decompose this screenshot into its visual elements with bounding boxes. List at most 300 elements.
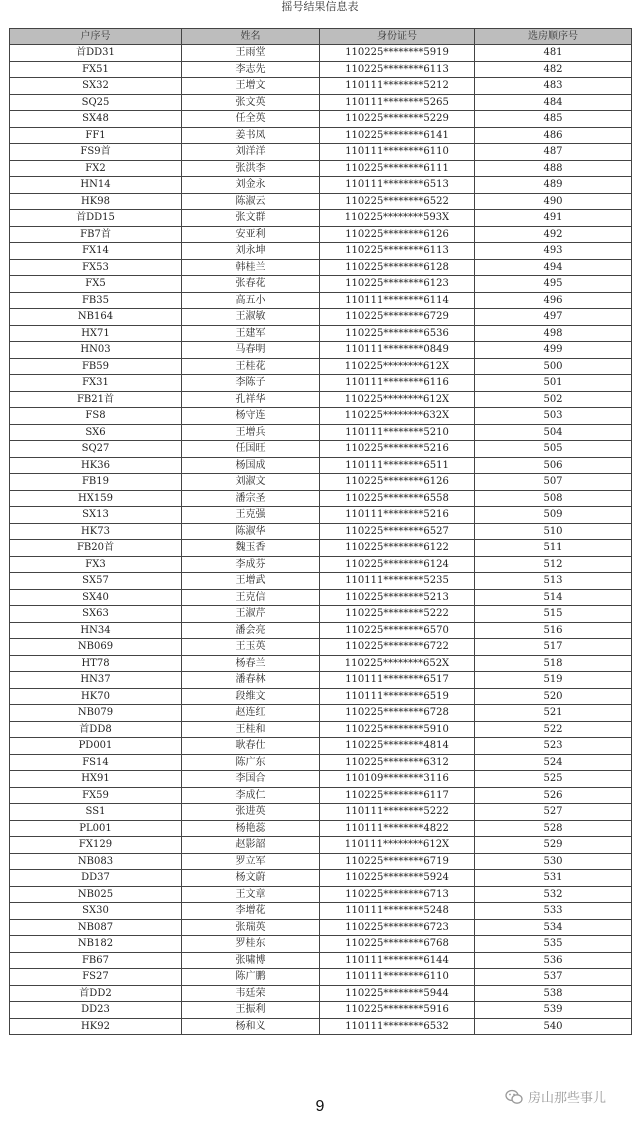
watermark [505, 1087, 606, 1106]
cell-household-number: FX53 [10, 259, 182, 276]
cell-selection-order: 517 [475, 639, 632, 656]
table-row [10, 705, 632, 722]
cell-id-number: 110225********6117 [320, 787, 475, 804]
table-row [10, 61, 632, 78]
cell-household-number: 首DD2 [10, 985, 182, 1002]
cell-selection-order: 540 [475, 1018, 632, 1035]
table-row [10, 556, 632, 573]
page-number: 9 [315, 1098, 325, 1115]
cell-id-number: 110225********5924 [320, 870, 475, 887]
cell-selection-order: 491 [475, 210, 632, 227]
cell-selection-order: 528 [475, 820, 632, 837]
cell-id-number: 110225********6728 [320, 705, 475, 722]
cell-household-number: HN03 [10, 342, 182, 359]
cell-name: 张啸博 [182, 952, 320, 969]
cell-name: 潘春林 [182, 672, 320, 689]
cell-household-number: NB083 [10, 853, 182, 870]
cell-name: 魏玉香 [182, 540, 320, 557]
cell-id-number: 110225********6113 [320, 243, 475, 260]
cell-selection-order: 532 [475, 886, 632, 903]
cell-name: 张文英 [182, 94, 320, 111]
table-row [10, 672, 632, 689]
cell-id-number: 110225********6126 [320, 226, 475, 243]
table-row [10, 688, 632, 705]
cell-name: 王文章 [182, 886, 320, 903]
cell-name: 耿春仕 [182, 738, 320, 755]
cell-name: 杨艳蕊 [182, 820, 320, 837]
table-row [10, 903, 632, 920]
cell-household-number: HK73 [10, 523, 182, 540]
cell-selection-order: 537 [475, 969, 632, 986]
table-row [10, 127, 632, 144]
cell-id-number: 110111********0849 [320, 342, 475, 359]
cell-household-number: FX59 [10, 787, 182, 804]
cell-id-number: 110225********612X [320, 391, 475, 408]
cell-household-number: FS8 [10, 408, 182, 425]
cell-id-number: 110225********6729 [320, 309, 475, 326]
table-row [10, 622, 632, 639]
table-row [10, 408, 632, 425]
cell-id-number: 110225********6527 [320, 523, 475, 540]
cell-name: 杨国成 [182, 457, 320, 474]
cell-name: 李志先 [182, 61, 320, 78]
cell-name: 高五小 [182, 292, 320, 309]
cell-id-number: 110111********5222 [320, 804, 475, 821]
cell-household-number: HK70 [10, 688, 182, 705]
cell-id-number: 110111********6513 [320, 177, 475, 194]
cell-household-number: FX31 [10, 375, 182, 392]
cell-selection-order: 482 [475, 61, 632, 78]
cell-household-number: NB087 [10, 919, 182, 936]
header-household-number: 户序号 [10, 29, 182, 45]
cell-household-number: PL001 [10, 820, 182, 837]
table-row [10, 45, 632, 62]
cell-name: 刘淑文 [182, 474, 320, 491]
cell-household-number: FF1 [10, 127, 182, 144]
cell-name: 王振利 [182, 1002, 320, 1019]
table-row [10, 111, 632, 128]
cell-household-number: PD001 [10, 738, 182, 755]
cell-selection-order: 498 [475, 325, 632, 342]
cell-name: 罗立军 [182, 853, 320, 870]
cell-household-number: NB025 [10, 886, 182, 903]
cell-household-number: FX2 [10, 160, 182, 177]
cell-id-number: 110225********5919 [320, 45, 475, 62]
table-row [10, 391, 632, 408]
header-name: 姓名 [182, 29, 320, 45]
cell-name: 李陈子 [182, 375, 320, 392]
cell-selection-order: 486 [475, 127, 632, 144]
cell-id-number: 110111********6110 [320, 144, 475, 161]
cell-name: 赵连红 [182, 705, 320, 722]
cell-id-number: 110225********6536 [320, 325, 475, 342]
cell-name: 陈广鹏 [182, 969, 320, 986]
table-row [10, 474, 632, 491]
cell-selection-order: 527 [475, 804, 632, 821]
cell-id-number: 110111********6116 [320, 375, 475, 392]
table-row [10, 738, 632, 755]
cell-selection-order: 535 [475, 936, 632, 953]
cell-id-number: 110225********6126 [320, 474, 475, 491]
cell-selection-order: 490 [475, 193, 632, 210]
cell-name: 安亚利 [182, 226, 320, 243]
cell-name: 韦廷荣 [182, 985, 320, 1002]
cell-id-number: 110111********5248 [320, 903, 475, 920]
cell-household-number: SQ25 [10, 94, 182, 111]
cell-selection-order: 489 [475, 177, 632, 194]
cell-selection-order: 513 [475, 573, 632, 590]
table-row [10, 490, 632, 507]
cell-household-number: FX51 [10, 61, 182, 78]
cell-selection-order: 530 [475, 853, 632, 870]
cell-name: 杨守连 [182, 408, 320, 425]
cell-household-number: HX91 [10, 771, 182, 788]
cell-household-number: NB069 [10, 639, 182, 656]
cell-selection-order: 522 [475, 721, 632, 738]
cell-id-number: 110225********6570 [320, 622, 475, 639]
cell-name: 李增花 [182, 903, 320, 920]
header-id-number: 身份证号 [320, 29, 475, 45]
cell-selection-order: 524 [475, 754, 632, 771]
cell-name: 王增武 [182, 573, 320, 590]
cell-name: 任全英 [182, 111, 320, 128]
cell-name: 杨和义 [182, 1018, 320, 1035]
cell-household-number: FX5 [10, 276, 182, 293]
cell-household-number: FS14 [10, 754, 182, 771]
table-row [10, 94, 632, 111]
table-row [10, 936, 632, 953]
cell-name: 张洪李 [182, 160, 320, 177]
cell-id-number: 110225********6113 [320, 61, 475, 78]
table-row [10, 210, 632, 227]
cell-id-number: 110225********6128 [320, 259, 475, 276]
cell-household-number: SX32 [10, 78, 182, 95]
table-row [10, 721, 632, 738]
table-row [10, 952, 632, 969]
cell-household-number: NB079 [10, 705, 182, 722]
cell-selection-order: 538 [475, 985, 632, 1002]
cell-selection-order: 502 [475, 391, 632, 408]
table-row [10, 441, 632, 458]
cell-name: 王桂花 [182, 358, 320, 375]
table-row [10, 589, 632, 606]
table-row [10, 573, 632, 590]
cell-name: 王淑敏 [182, 309, 320, 326]
cell-name: 赵影韶 [182, 837, 320, 854]
cell-selection-order: 521 [475, 705, 632, 722]
cell-household-number: FB19 [10, 474, 182, 491]
cell-selection-order: 499 [475, 342, 632, 359]
cell-household-number: 首DD8 [10, 721, 182, 738]
cell-household-number: FS9首 [10, 144, 182, 161]
cell-name: 姜书凤 [182, 127, 320, 144]
cell-selection-order: 534 [475, 919, 632, 936]
cell-name: 张文群 [182, 210, 320, 227]
table-body [10, 45, 632, 1035]
table-row [10, 639, 632, 656]
cell-household-number: 首DD31 [10, 45, 182, 62]
cell-id-number: 110225********612X [320, 358, 475, 375]
cell-id-number: 110225********6111 [320, 160, 475, 177]
cell-id-number: 110225********6558 [320, 490, 475, 507]
cell-household-number: NB182 [10, 936, 182, 953]
cell-id-number: 110225********6722 [320, 639, 475, 656]
cell-household-number: FX129 [10, 837, 182, 854]
cell-id-number: 110225********6723 [320, 919, 475, 936]
table-row [10, 837, 632, 854]
cell-id-number: 110225********6522 [320, 193, 475, 210]
cell-household-number: HN34 [10, 622, 182, 639]
header-selection-order: 选房顺序号 [475, 29, 632, 45]
cell-name: 潘宗圣 [182, 490, 320, 507]
cell-id-number: 110111********6519 [320, 688, 475, 705]
table-row [10, 193, 632, 210]
cell-household-number: FX14 [10, 243, 182, 260]
cell-household-number: HK98 [10, 193, 182, 210]
cell-name: 刘金永 [182, 177, 320, 194]
wechat-logo-icon [505, 1089, 523, 1105]
table-row [10, 507, 632, 524]
table-row [10, 523, 632, 540]
cell-household-number: SX63 [10, 606, 182, 623]
cell-name: 李成芬 [182, 556, 320, 573]
cell-selection-order: 511 [475, 540, 632, 557]
cell-household-number: SQ27 [10, 441, 182, 458]
cell-name: 杨春兰 [182, 655, 320, 672]
table-row [10, 655, 632, 672]
cell-household-number: SX57 [10, 573, 182, 590]
cell-id-number: 110111********6114 [320, 292, 475, 309]
cell-id-number: 110111********612X [320, 837, 475, 854]
cell-selection-order: 533 [475, 903, 632, 920]
cell-id-number: 110225********5213 [320, 589, 475, 606]
cell-selection-order: 493 [475, 243, 632, 260]
cell-selection-order: 539 [475, 1002, 632, 1019]
cell-id-number: 110225********632X [320, 408, 475, 425]
cell-id-number: 110111********6532 [320, 1018, 475, 1035]
table-row [10, 78, 632, 95]
cell-id-number: 110111********6110 [320, 969, 475, 986]
cell-name: 王桂和 [182, 721, 320, 738]
table-row [10, 754, 632, 771]
cell-selection-order: 531 [475, 870, 632, 887]
cell-selection-order: 508 [475, 490, 632, 507]
table-row [10, 325, 632, 342]
table-row [10, 1002, 632, 1019]
cell-selection-order: 515 [475, 606, 632, 623]
cell-household-number: SX13 [10, 507, 182, 524]
table-row [10, 160, 632, 177]
cell-name: 陈广东 [182, 754, 320, 771]
cell-id-number: 110225********6312 [320, 754, 475, 771]
table-header-row [10, 29, 632, 45]
cell-selection-order: 488 [475, 160, 632, 177]
cell-name: 陈淑华 [182, 523, 320, 540]
cell-selection-order: 525 [475, 771, 632, 788]
cell-household-number: FS27 [10, 969, 182, 986]
table-row [10, 259, 632, 276]
cell-household-number: DD37 [10, 870, 182, 887]
table-row [10, 820, 632, 837]
table-row [10, 919, 632, 936]
cell-id-number: 110225********6123 [320, 276, 475, 293]
table-row [10, 177, 632, 194]
cell-id-number: 110111********5216 [320, 507, 475, 524]
cell-household-number: SX6 [10, 424, 182, 441]
cell-name: 陈淑云 [182, 193, 320, 210]
cell-id-number: 110111********6517 [320, 672, 475, 689]
cell-household-number: FB20首 [10, 540, 182, 557]
cell-selection-order: 492 [475, 226, 632, 243]
table-row [10, 606, 632, 623]
cell-name: 段维文 [182, 688, 320, 705]
cell-selection-order: 512 [475, 556, 632, 573]
cell-name: 潘会亮 [182, 622, 320, 639]
cell-household-number: FB21首 [10, 391, 182, 408]
cell-selection-order: 507 [475, 474, 632, 491]
cell-id-number: 110225********652X [320, 655, 475, 672]
cell-selection-order: 496 [475, 292, 632, 309]
table-row [10, 276, 632, 293]
cell-id-number: 110111********6511 [320, 457, 475, 474]
cell-selection-order: 505 [475, 441, 632, 458]
cell-id-number: 110225********5910 [320, 721, 475, 738]
table-row [10, 375, 632, 392]
cell-name: 任国旺 [182, 441, 320, 458]
table-row [10, 243, 632, 260]
cell-id-number: 110111********5265 [320, 94, 475, 111]
cell-household-number: FB35 [10, 292, 182, 309]
cell-household-number: FB59 [10, 358, 182, 375]
cell-name: 王克信 [182, 589, 320, 606]
cell-name: 王玉英 [182, 639, 320, 656]
cell-selection-order: 504 [475, 424, 632, 441]
cell-id-number: 110225********593X [320, 210, 475, 227]
cell-id-number: 110225********6768 [320, 936, 475, 953]
cell-selection-order: 497 [475, 309, 632, 326]
cell-selection-order: 526 [475, 787, 632, 804]
cell-name: 王雨堂 [182, 45, 320, 62]
cell-household-number: HN14 [10, 177, 182, 194]
cell-name: 王淑芹 [182, 606, 320, 623]
table-row [10, 969, 632, 986]
cell-household-number: HT78 [10, 655, 182, 672]
table-row [10, 804, 632, 821]
table-row [10, 424, 632, 441]
cell-name: 李国合 [182, 771, 320, 788]
cell-id-number: 110111********5212 [320, 78, 475, 95]
lottery-results-table [9, 28, 631, 1035]
cell-selection-order: 487 [475, 144, 632, 161]
cell-id-number: 110225********5229 [320, 111, 475, 128]
cell-household-number: FB7首 [10, 226, 182, 243]
cell-selection-order: 483 [475, 78, 632, 95]
cell-id-number: 110225********6141 [320, 127, 475, 144]
cell-name: 张瑞英 [182, 919, 320, 936]
table-row [10, 985, 632, 1002]
table-row [10, 358, 632, 375]
cell-household-number: FB67 [10, 952, 182, 969]
cell-name: 王建军 [182, 325, 320, 342]
cell-household-number: FX3 [10, 556, 182, 573]
cell-selection-order: 494 [475, 259, 632, 276]
cell-household-number: 首DD15 [10, 210, 182, 227]
cell-selection-order: 509 [475, 507, 632, 524]
cell-name: 李成仁 [182, 787, 320, 804]
table-row [10, 144, 632, 161]
cell-id-number: 110109********3116 [320, 771, 475, 788]
cell-id-number: 110225********6124 [320, 556, 475, 573]
cell-id-number: 110225********6122 [320, 540, 475, 557]
cell-household-number: DD23 [10, 1002, 182, 1019]
cell-selection-order: 501 [475, 375, 632, 392]
cell-id-number: 110225********5944 [320, 985, 475, 1002]
cell-name: 孔祥华 [182, 391, 320, 408]
cell-selection-order: 518 [475, 655, 632, 672]
table-row [10, 886, 632, 903]
cell-selection-order: 516 [475, 622, 632, 639]
cell-household-number: HK92 [10, 1018, 182, 1035]
cell-name: 张春花 [182, 276, 320, 293]
cell-household-number: HX71 [10, 325, 182, 342]
cell-selection-order: 536 [475, 952, 632, 969]
table-row [10, 342, 632, 359]
cell-household-number: SX48 [10, 111, 182, 128]
table-row [10, 457, 632, 474]
cell-selection-order: 503 [475, 408, 632, 425]
cell-household-number: SX40 [10, 589, 182, 606]
cell-household-number: SX30 [10, 903, 182, 920]
cell-selection-order: 510 [475, 523, 632, 540]
cell-id-number: 110111********6144 [320, 952, 475, 969]
cell-name: 王克强 [182, 507, 320, 524]
cell-selection-order: 529 [475, 837, 632, 854]
table-row [10, 540, 632, 557]
table-row [10, 226, 632, 243]
table-row [10, 787, 632, 804]
cell-selection-order: 484 [475, 94, 632, 111]
table-row [10, 870, 632, 887]
cell-id-number: 110111********5235 [320, 573, 475, 590]
cell-id-number: 110225********6713 [320, 886, 475, 903]
table-row [10, 771, 632, 788]
cell-id-number: 110111********5210 [320, 424, 475, 441]
document-title: 摇号结果信息表 [281, 0, 359, 13]
cell-id-number: 110225********6719 [320, 853, 475, 870]
cell-id-number: 110225********5222 [320, 606, 475, 623]
cell-name: 罗桂东 [182, 936, 320, 953]
cell-selection-order: 500 [475, 358, 632, 375]
table-row [10, 309, 632, 326]
cell-selection-order: 523 [475, 738, 632, 755]
cell-id-number: 110225********4814 [320, 738, 475, 755]
cell-household-number: HK36 [10, 457, 182, 474]
cell-selection-order: 495 [475, 276, 632, 293]
cell-id-number: 110225********5216 [320, 441, 475, 458]
cell-selection-order: 506 [475, 457, 632, 474]
cell-name: 王增兵 [182, 424, 320, 441]
cell-name: 张进英 [182, 804, 320, 821]
cell-id-number: 110225********5916 [320, 1002, 475, 1019]
cell-name: 刘永坤 [182, 243, 320, 260]
cell-name: 刘洋洋 [182, 144, 320, 161]
cell-household-number: HN37 [10, 672, 182, 689]
cell-household-number: HX159 [10, 490, 182, 507]
cell-name: 马春明 [182, 342, 320, 359]
cell-selection-order: 519 [475, 672, 632, 689]
cell-id-number: 110111********4822 [320, 820, 475, 837]
cell-name: 韩桂兰 [182, 259, 320, 276]
